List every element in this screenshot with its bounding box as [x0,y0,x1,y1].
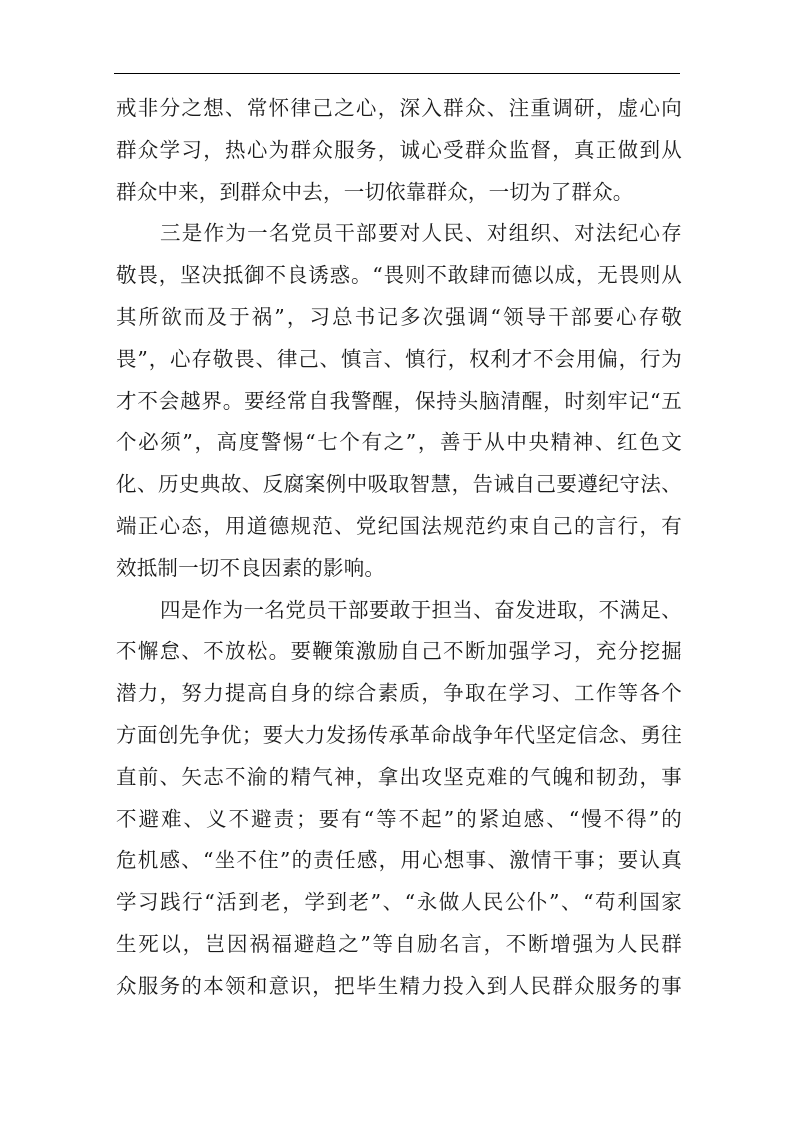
paragraph-line: 戒非分之想、常怀律己之心，深入群众、注重调研，虚心向 [116,96,682,120]
paragraph-line: 群众中来，到群众中去，一切依靠群众，一切为了群众。 [116,179,634,204]
paragraph-line: 畏”，心存敬畏、律己、慎言、慎行，权利才不会用偏，行为 [116,346,682,371]
header-rule [114,73,680,74]
paragraph-line: 群众学习，热心为群众服务，诚心受群众监督，真正做到从 [116,137,682,162]
paragraph-line: 直前、矢志不渝的精气神，拿出攻坚克难的气魄和韧劲，事 [116,764,682,789]
paragraph-line: 方面创先争优；要大力发扬传承革命战争年代坚定信念、勇往 [116,722,682,747]
paragraph-line: 生死以，岂因祸福避趋之”等自励名言，不断增强为人民群 [116,931,682,956]
paragraph-line: 效抵制一切不良因素的影响。 [116,555,386,580]
paragraph-1 [116,88,682,213]
paragraph-line: 众服务的本领和意识，把毕生精力投入到人民群众服务的事 [116,973,682,998]
paragraph-line: 三是作为一名党员干部要对人民、对组织、对法纪心存 [160,221,682,246]
paragraph-line: 不懈怠、不放松。要鞭策激励自己不断加强学习，充分挖掘 [116,639,682,664]
paragraph-line: 学习践行“活到老，学到老”、“永做人民公仆”、“苟利国家 [116,890,682,915]
paragraph-line: 化、历史典故、反腐案例中吸取智慧，告诫自己要遵纪守法、 [116,472,682,497]
paragraph-line: 个必须”，高度警惕“七个有之”，善于从中央精神、红色文 [116,430,682,455]
document-body [116,88,682,1008]
paragraph-line: 敬畏，坚决抵御不良诱惑。“畏则不敢肆而德以成，无畏则从 [116,263,682,288]
paragraph-line: 潜力，努力提高自身的综合素质，争取在学习、工作等各个 [116,681,682,706]
paragraph-line: 危机感、“坐不住”的责任感，用心想事、激情干事；要认真 [116,848,682,873]
paragraph-line: 端正心态，用道德规范、党纪国法规范约束自己的言行，有 [116,513,682,538]
paragraph-line: 其所欲而及于祸”，习总书记多次强调“领导干部要心存敬 [116,304,682,329]
paragraph-line: 不避难、义不避责；要有“等不起”的紧迫感、“慢不得”的 [116,806,682,831]
paragraph-3 [116,590,682,1008]
paragraph-line: 四是作为一名党员干部要敢于担当、奋发进取，不满足、 [160,597,682,622]
paragraph-2 [116,213,682,589]
paragraph-line: 才不会越界。要经常自我警醒，保持头脑清醒，时刻牢记“五 [116,388,682,413]
